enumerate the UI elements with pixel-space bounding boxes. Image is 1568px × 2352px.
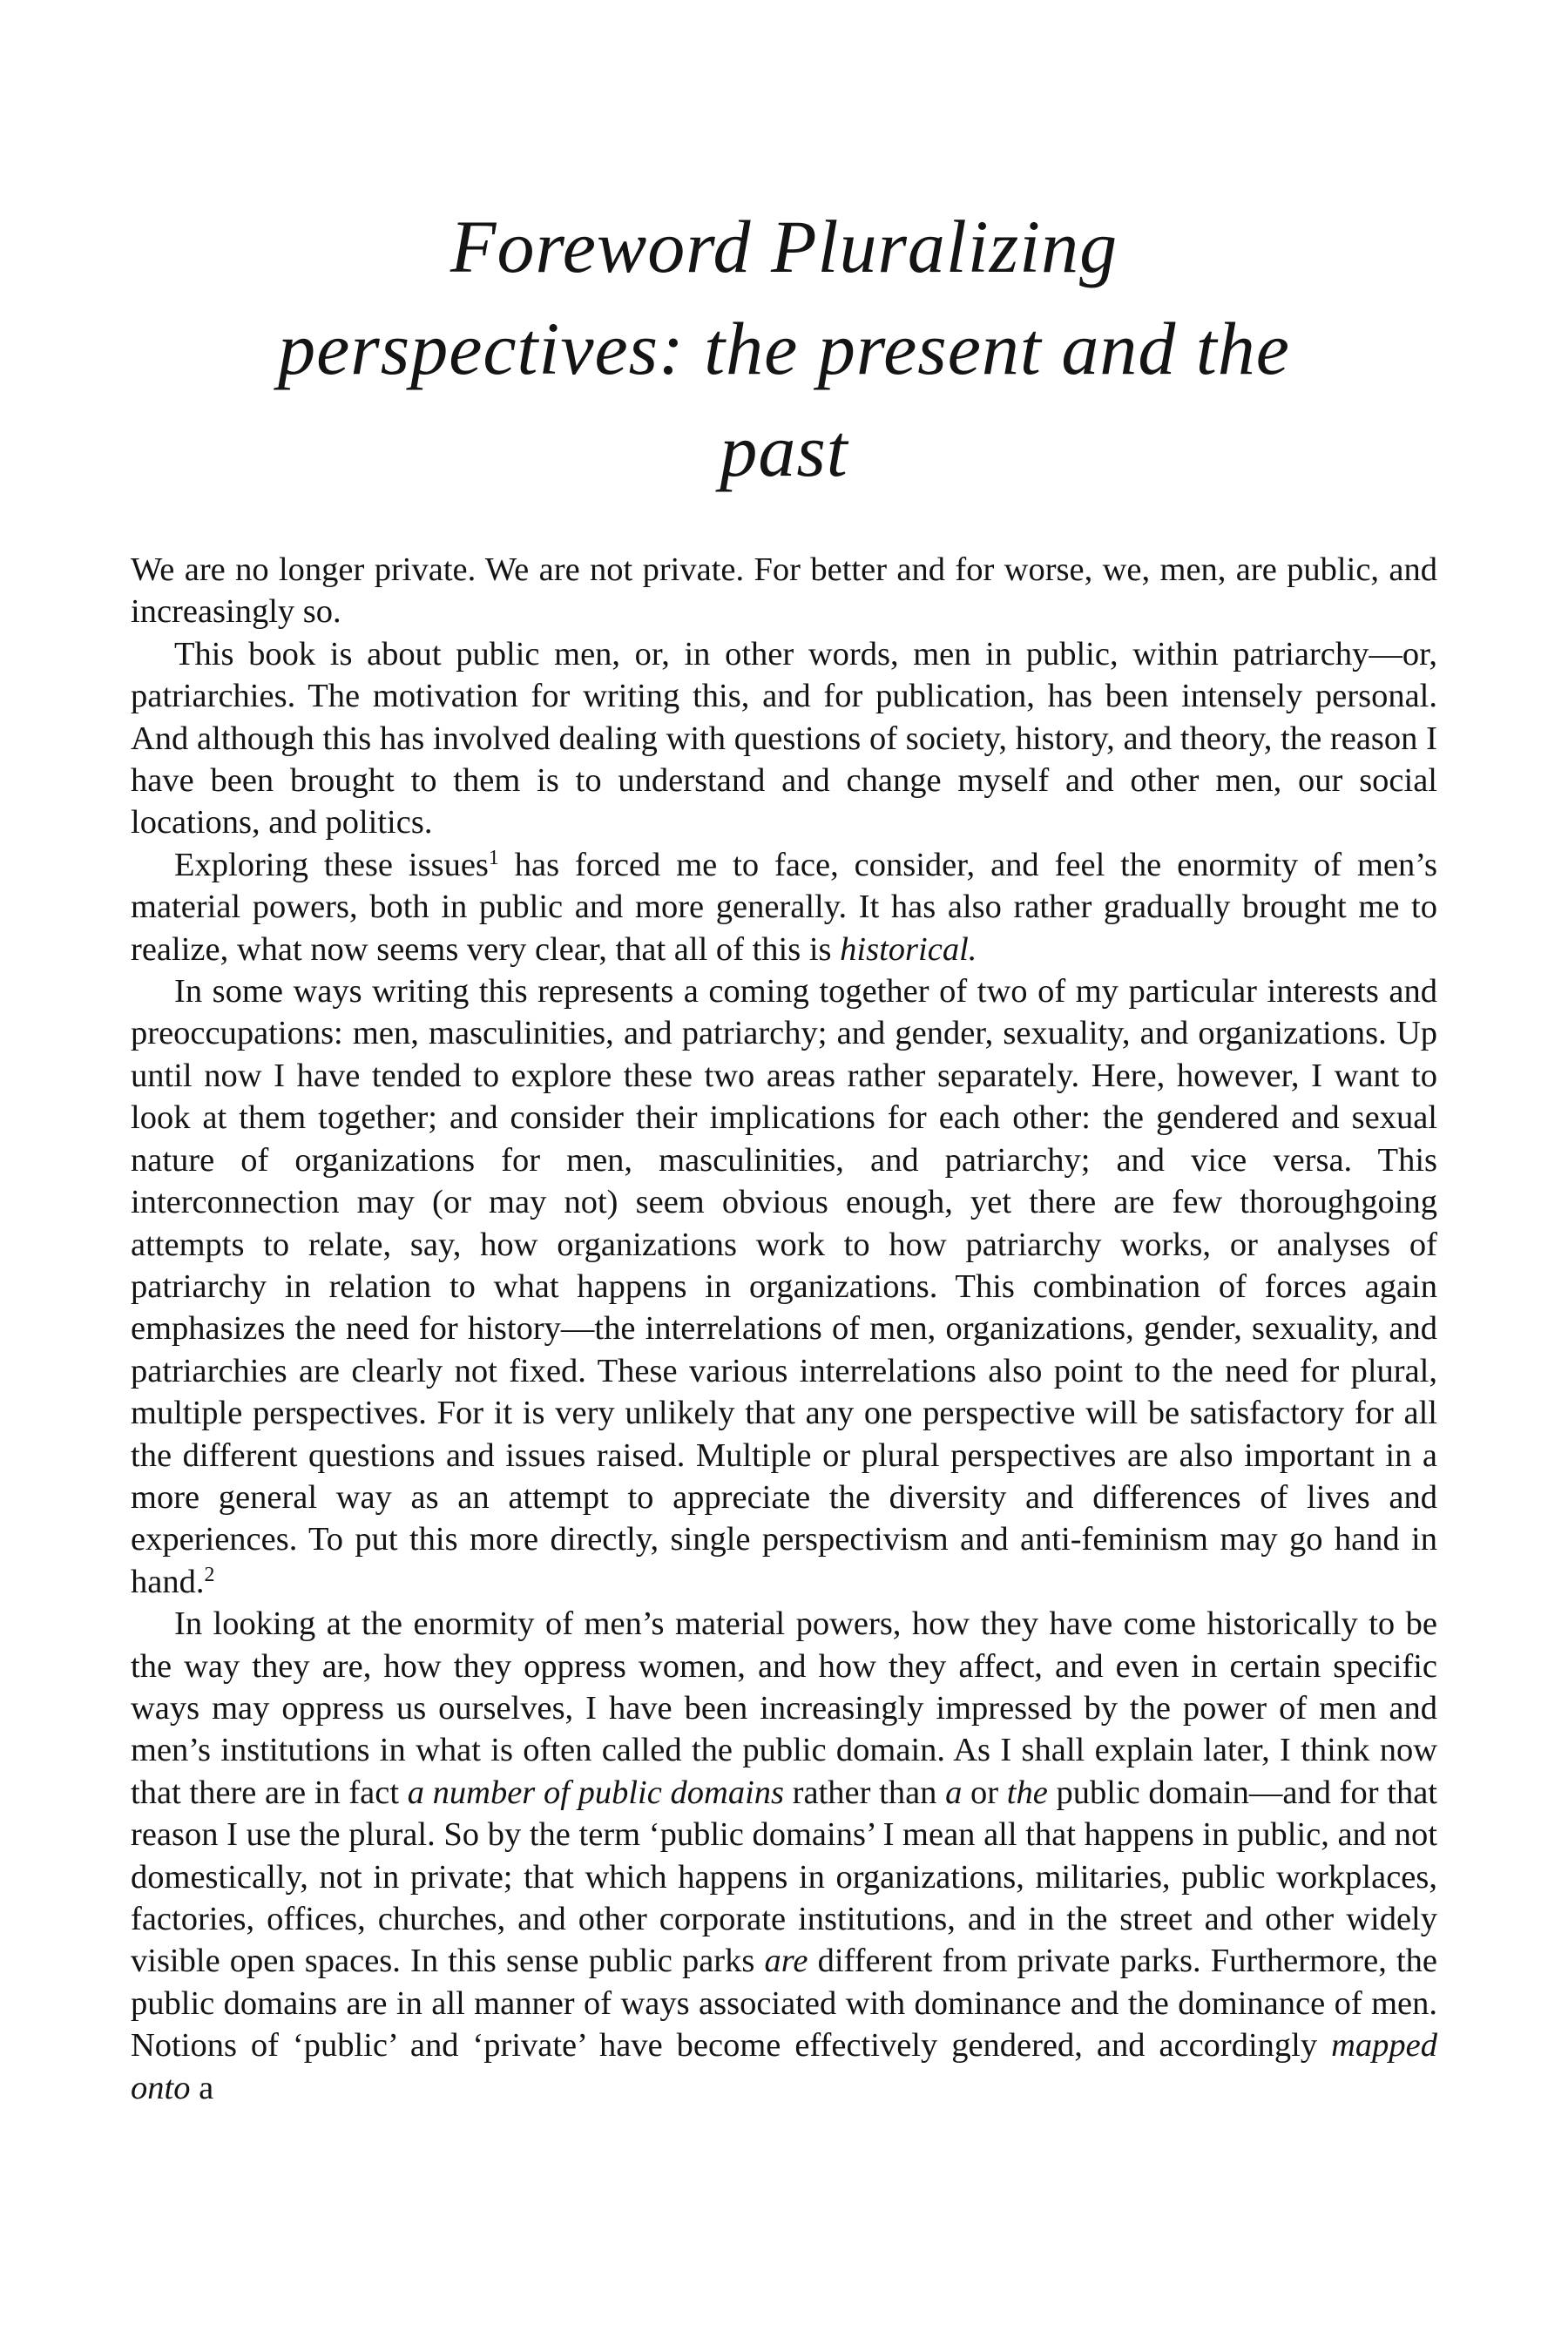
- paragraph-2-text: This book is about public men, or, in other words, men in public, within patriarchy—or, patriarchies. The motivation for writing this, and for publication, has been intensely personal. And although this has involved dealing with questions of society, history, and theory, the reason I have been brought to them is to understand and change myself and other men, our social locations, and politics.: [131, 635, 1437, 841]
- paragraph-5-text-e: different from private parks. Furthermore, the public domains are in all manner of ways associated with dominance and the dominance of men. Notions of ‘public’ and ‘private’ have become effectively gendered, and accordingly: [131, 1943, 1437, 2065]
- footnote-ref-2: 2: [204, 1563, 215, 1586]
- paragraph-3-text-a: Exploring these issues: [174, 846, 489, 883]
- paragraph-1: [131, 549, 1437, 633]
- paragraph-4-text: In some ways writing this represents a coming together of two of my particular interests and preoccupations: men, masculinities, and patriarchy; and gender, sexuality, and organizations. Up until now I have tended to explore these two areas rather separately. Here, however, I want to look at them together; and consider their implications for each other: the gendered and sexual nature of organizations for men, masculinities, and patriarchy; and vice versa. This interconnection may (or may not) seem obvious enough, yet there are few thoroughgoing attempts to relate, say, how organizations work to how patriarchy works, or analyses of patriarchy in relation to what happens in organizations. This combination of forces again emphasizes the need for history—the interrelations of men, organizations, gender, sexuality, and patriarchies are clearly not fixed. These various interrelations also point to the need for plural, multiple perspectives. For it is very unlikely that any one perspective will be satisfactory for all the different questions and issues raised. Multiple or plural perspectives are also important in a more general way as an attempt to appreciate the diversity and differences of lives and experiences. To put this more directly, single perspectivism and anti-feminism may go hand in hand.: [131, 973, 1437, 1600]
- body-text: [131, 549, 1437, 2109]
- emphasis-historical: historical.: [840, 930, 977, 968]
- emphasis-a: a: [945, 1774, 963, 1811]
- paragraph-5-text-f: a: [190, 2069, 214, 2106]
- paragraph-5-text-b: rather than: [784, 1774, 946, 1811]
- chapter-title: [218, 196, 1350, 502]
- paragraph-5: [131, 1603, 1437, 2109]
- paragraph-3: [131, 844, 1437, 970]
- paragraph-5-text-a: In looking at the enormity of men’s material powers, how they have come historically to be the way they are, how they oppress women, and how they affect, and even in certain specific ways may oppress us ourselves, I have been increasingly impressed by the power of men and men’s institutions in what is often called the public domain. As I shall explain later, I think now that there are in fact: [131, 1605, 1437, 1811]
- emphasis-the: the: [1006, 1774, 1048, 1811]
- paragraph-5-text-c: or: [962, 1774, 1007, 1811]
- paragraph-5-text-d: public domain—and for that reason I use the plural. So by the term ‘public domains’ I mean all that happens in public, and not domestically, not in private; that which happens in organizations, militaries, public workplaces, factories, offices, churches, and other corporate institutions, and in the street and other widely visible open spaces. In this sense public parks: [131, 1774, 1437, 1980]
- paragraph-4: [131, 970, 1437, 1603]
- emphasis-number-of-public-domains: a number of public domains: [407, 1774, 784, 1811]
- emphasis-mapped-onto: mapped onto: [131, 2027, 1437, 2106]
- paragraph-1-text: We are no longer private. We are not private. For better and for worse, we, men, are public, and increasingly so.: [131, 551, 1437, 631]
- chapter-title-line-2: perspectives: the present and the: [278, 307, 1290, 390]
- paragraph-3-text-b: has forced me to face, consider, and feel the enormity of men’s material powers, both in public and more generally. It has also rather gradually brought me to realize, what now seems very clear, that all of this is: [131, 846, 1437, 968]
- footnote-ref-1: 1: [488, 846, 499, 869]
- paragraph-2: [131, 633, 1437, 844]
- emphasis-are: are: [764, 1943, 808, 1980]
- chapter-title-line-3: past: [720, 409, 848, 492]
- chapter-title-line-1: Foreword Pluralizing: [449, 205, 1119, 288]
